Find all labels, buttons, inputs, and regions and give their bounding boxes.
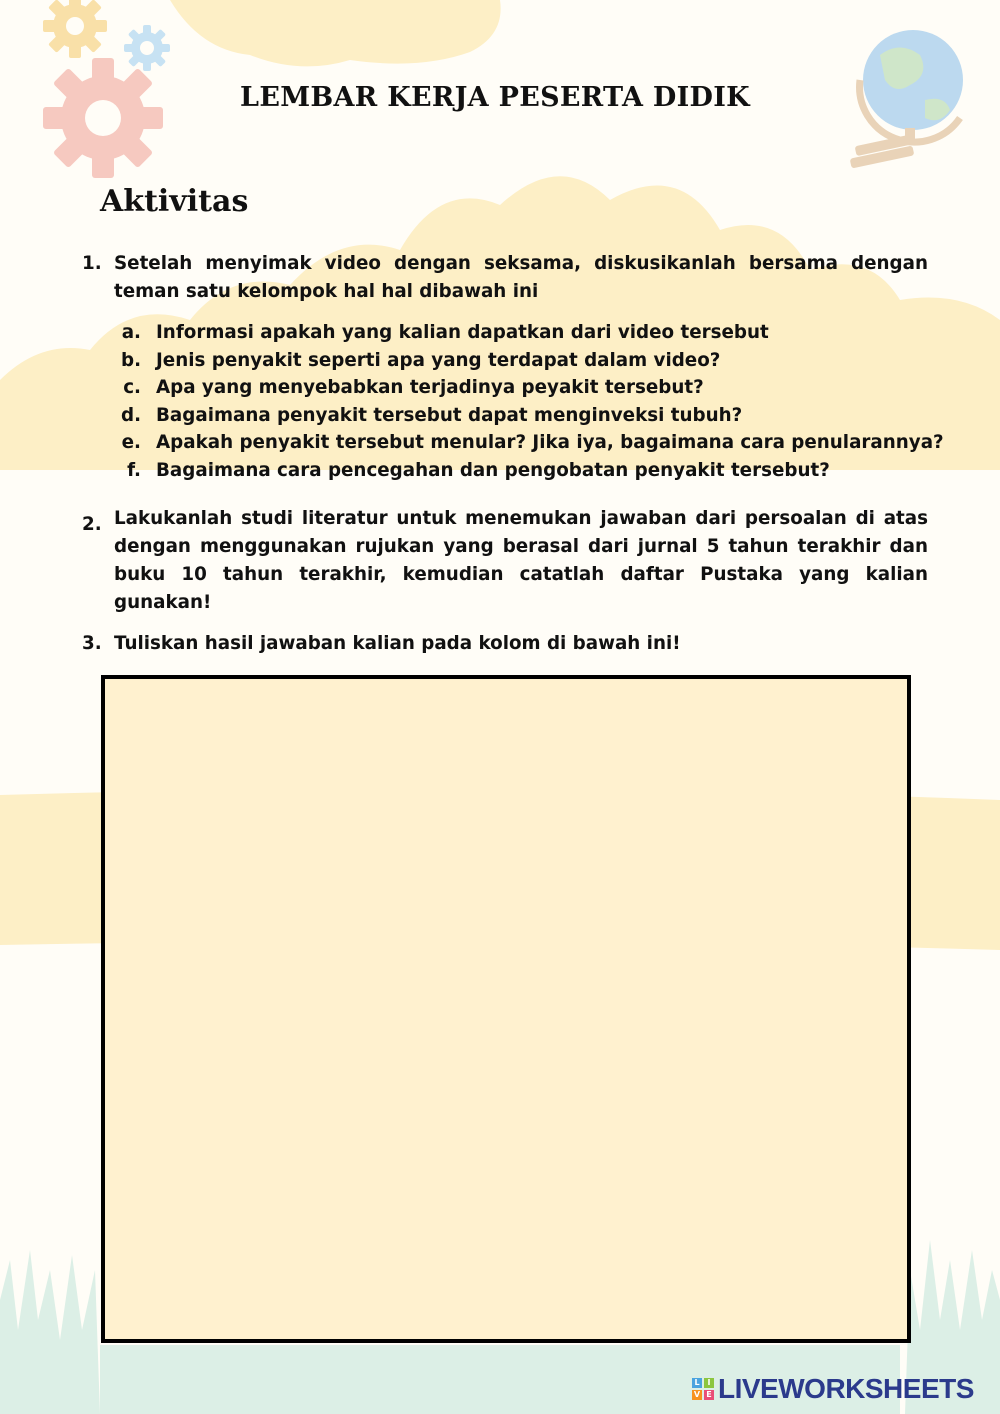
list-item — [121, 347, 931, 375]
question-number: 2. — [82, 514, 102, 535]
sub-item-text: Bagaimana penyakit tersebut dapat menginveksi tubuh? — [156, 404, 743, 426]
sub-item-text: Apakah penyakit tersebut menular? Jika iya, bagaimana cara penularannya? — [156, 432, 944, 454]
sub-item-letter: b. — [121, 349, 142, 371]
sub-item-text: Bagaimana cara pencegahan dan pengobatan penyakit tersebut? — [156, 459, 830, 481]
list-item — [121, 457, 931, 485]
sub-question-list — [121, 319, 944, 485]
sub-item-letter: f. — [127, 459, 141, 481]
sub-item-letter: d. — [121, 404, 142, 426]
sub-item-text: Apa yang menyebabkan terjadinya peyakit tersebut? — [156, 377, 704, 399]
question-1 — [82, 250, 928, 306]
logo-text: LIVEWORKSHEETS — [718, 1373, 974, 1404]
logo-icon: L I V E — [692, 1378, 714, 1400]
question-3 — [82, 630, 928, 658]
top-cloud-shape — [170, 0, 501, 66]
sub-item-text: Informasi apakah yang kalian dapatkan dari video tersebut — [156, 322, 769, 343]
sub-item-text: Jenis penyakit seperti apa yang terdapat dalam video? — [156, 349, 721, 371]
list-item — [121, 429, 944, 457]
question-2 — [82, 505, 928, 617]
gear-icon-small-blue — [124, 25, 170, 71]
answer-text-area[interactable] — [101, 675, 911, 1343]
question-number: 3. — [82, 633, 102, 654]
sub-item-letter: e. — [121, 432, 141, 454]
list-item — [121, 402, 931, 430]
question-number: 1. — [82, 253, 102, 274]
page-title: LEMBAR KERJA PESERTA DIDIK — [240, 82, 750, 113]
question-text: Setelah menyimak video dengan seksama, diskusikanlah bersama dengan teman satu kelompok hal hal dibawah ini — [114, 253, 928, 302]
list-item — [121, 319, 931, 347]
question-text: Tuliskan hasil jawaban kalian pada kolom di bawah ini! — [114, 633, 681, 654]
list-item — [121, 374, 931, 402]
sub-item-letter: c. — [123, 377, 141, 399]
section-heading: Aktivitas — [100, 184, 249, 219]
sub-item-letter: a. — [121, 322, 141, 343]
gear-icon-small-yellow — [43, 0, 107, 58]
gear-icon-large — [43, 58, 163, 178]
liveworksheets-logo — [692, 1372, 974, 1406]
question-text: Lakukanlah studi literatur untuk menemukan jawaban dari persoalan di atas dengan menggunakan rujukan yang berasal dari jurnal 5 tahun terakhir dan buku 10 tahun terakhir, kemudian catatlah daftar Pustaka yang kalian gunakan! — [114, 508, 928, 613]
